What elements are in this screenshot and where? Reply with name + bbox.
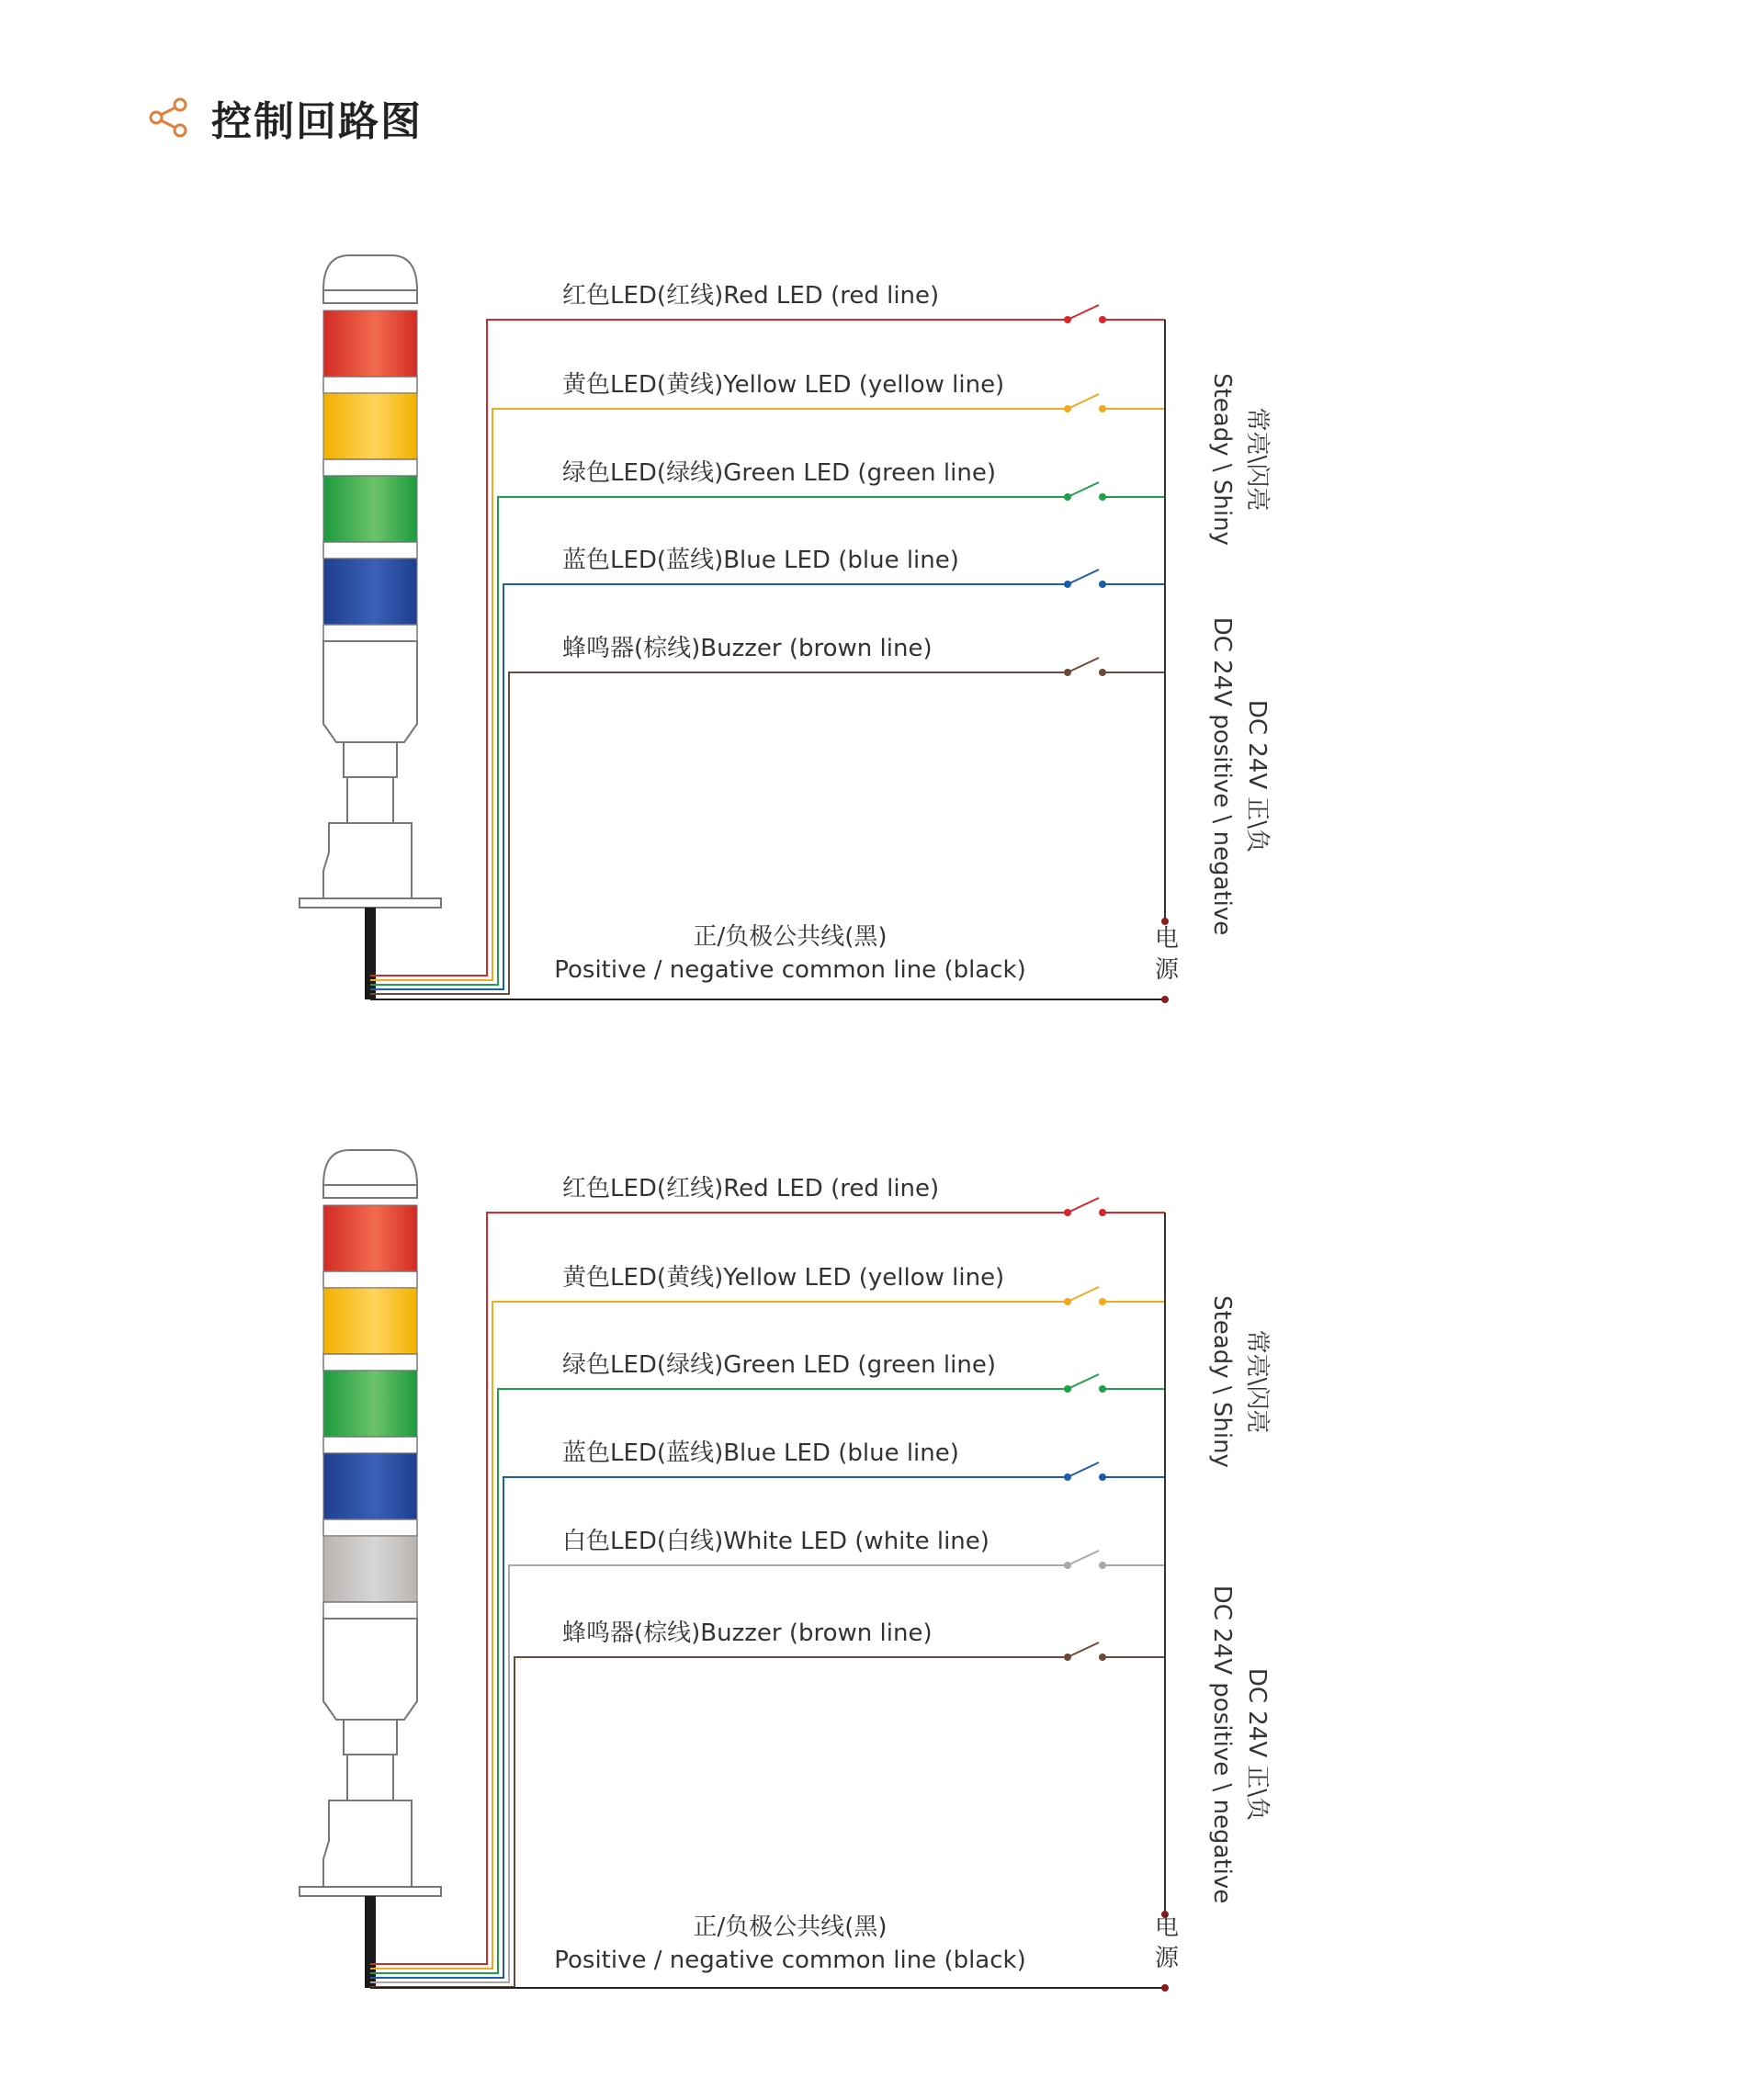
power-spec-label-en: DC 24V positive \ negative <box>1208 616 1236 936</box>
tower-light-1 <box>300 255 441 999</box>
power-spec-label-cn: DC 24V 正\负 <box>1243 1667 1271 1822</box>
wire-path <box>370 1213 1068 1964</box>
wire-label: 蜂鸣器(棕线)Buzzer (brown line) <box>562 1620 933 1647</box>
tower-segment-yellow <box>323 1288 417 1354</box>
switch-lever <box>1068 658 1099 672</box>
common-line-label-cn: 正/负极公共线(黑) <box>693 1913 888 1941</box>
tower-segment-red <box>323 1205 417 1271</box>
tower-neck <box>344 742 397 777</box>
common-line-label-en: Positive / negative common line (black) <box>554 1947 1026 1974</box>
wire-label: 绿色LED(绿线)Green LED (green line) <box>562 1351 996 1379</box>
wire-path <box>370 409 1068 980</box>
tower-separator <box>323 1602 417 1619</box>
power-label: 电源 <box>1154 925 1180 984</box>
tower-cap <box>323 255 417 290</box>
tower-body <box>323 1619 417 1720</box>
mode-label-cn: 常亮\闪亮 <box>1243 407 1271 512</box>
tower-segment-blue <box>323 559 417 625</box>
wire-label: 蜂鸣器(棕线)Buzzer (brown line) <box>562 635 933 662</box>
tower-separator <box>323 1271 417 1288</box>
switch-lever <box>1068 482 1099 497</box>
switch-lever <box>1068 394 1099 409</box>
power-spec-label-en: DC 24V positive \ negative <box>1208 1585 1236 1904</box>
tower-pole <box>347 1755 393 1800</box>
tower-cap-ring <box>323 1185 417 1198</box>
tower-neck <box>344 1720 397 1755</box>
wire-label: 蓝色LED(蓝线)Blue LED (blue line) <box>562 547 959 574</box>
tower-segment-green <box>323 1371 417 1437</box>
common-line-label-cn: 正/负极公共线(黑) <box>693 923 888 951</box>
wire-label: 红色LED(红线)Red LED (red line) <box>562 282 940 310</box>
switch-lever <box>1068 1374 1099 1389</box>
power-terminal-bottom <box>1161 996 1169 1003</box>
control-circuit-diagram-2 <box>0 1143 1764 2025</box>
mode-label-en: Steady \ Shiny <box>1208 373 1236 546</box>
tower-separator <box>323 1519 417 1536</box>
switch-lever <box>1068 570 1099 584</box>
wire-label: 黄色LED(黄线)Yellow LED (yellow line) <box>562 371 1005 399</box>
tower-segment-yellow <box>323 393 417 459</box>
tower-base <box>323 1800 412 1887</box>
tower-separator <box>323 459 417 476</box>
page-header <box>147 88 423 147</box>
tower-separator <box>323 1354 417 1371</box>
wire-label: 红色LED(红线)Red LED (red line) <box>562 1175 940 1202</box>
tower-separator <box>323 542 417 559</box>
wire-3 <box>370 1439 1165 1978</box>
wire-label: 白色LED(白线)White LED (white line) <box>562 1528 989 1555</box>
wire-2 <box>370 459 1165 985</box>
switch-lever <box>1068 1551 1099 1565</box>
tower-base <box>323 823 412 898</box>
tower-body <box>323 641 417 742</box>
tower-separator <box>323 377 417 393</box>
switch-lever <box>1068 1642 1099 1657</box>
tower-segment-blue <box>323 1453 417 1519</box>
wire-label: 蓝色LED(蓝线)Blue LED (blue line) <box>562 1439 959 1467</box>
tower-cap-ring <box>323 290 417 303</box>
tower-mount-plate <box>300 1887 441 1896</box>
switch-lever <box>1068 1462 1099 1477</box>
tower-segment-red <box>323 310 417 377</box>
common-line-label-en: Positive / negative common line (black) <box>554 956 1026 984</box>
wire-label: 绿色LED(绿线)Green LED (green line) <box>562 459 996 487</box>
tower-light-2 <box>300 1150 441 1988</box>
power-label: 电源 <box>1154 1913 1180 1972</box>
tower-separator <box>323 1437 417 1453</box>
power-spec-label-cn: DC 24V 正\负 <box>1243 699 1271 853</box>
power-terminal-bottom <box>1161 1984 1169 1992</box>
tower-segment-green <box>323 476 417 542</box>
tower-cap <box>323 1150 417 1185</box>
page-title: 控制回路图 <box>211 98 423 145</box>
tower-separator <box>323 625 417 641</box>
mode-label-en: Steady \ Shiny <box>1208 1295 1236 1468</box>
power-terminal-top <box>1161 918 1169 925</box>
tower-segment-white <box>323 1536 417 1602</box>
mode-label-cn: 常亮\闪亮 <box>1243 1329 1271 1434</box>
switch-lever <box>1068 1287 1099 1302</box>
control-circuit-diagram-1 <box>0 248 1764 1020</box>
tower-mount-plate <box>300 898 441 908</box>
tower-pole <box>347 777 393 823</box>
switch-lever <box>1068 1198 1099 1213</box>
switch-lever <box>1068 305 1099 320</box>
share-nodes-icon <box>147 96 191 140</box>
wire-0 <box>370 1175 1165 1964</box>
wire-label: 黄色LED(黄线)Yellow LED (yellow line) <box>562 1264 1005 1292</box>
